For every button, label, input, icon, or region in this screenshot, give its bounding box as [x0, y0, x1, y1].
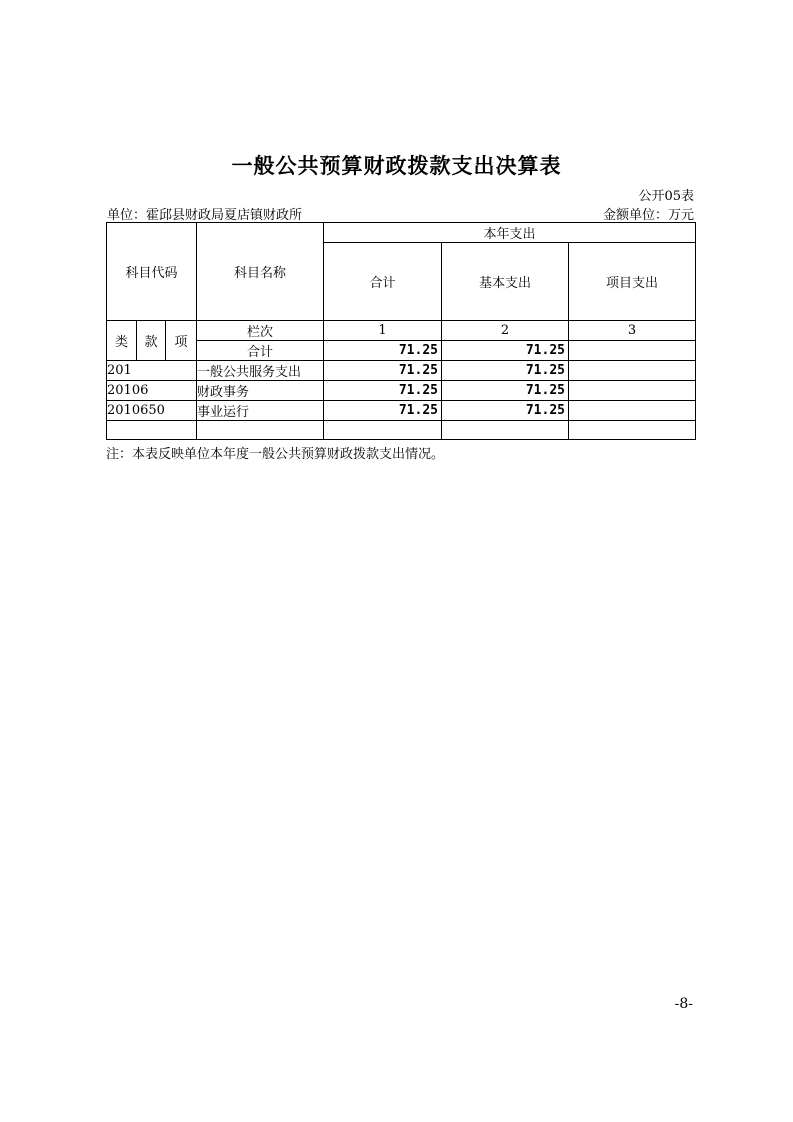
total-row-basic: 71.25 [442, 341, 569, 361]
empty-cell [442, 421, 569, 440]
header-project: 项目支出 [569, 243, 696, 321]
row-code: 2010650 [107, 401, 197, 421]
col-number-1: 1 [324, 321, 442, 341]
row-name: 事业运行 [197, 401, 324, 421]
header-subject-code: 科目代码 [107, 223, 197, 321]
row-project [569, 381, 696, 401]
page-number: -8- [674, 996, 693, 1012]
row-basic: 71.25 [442, 361, 569, 381]
header-lei: 类 [107, 321, 137, 361]
table-row [107, 361, 696, 381]
row-project [569, 401, 696, 421]
row-code: 20106 [107, 381, 197, 401]
row-basic: 71.25 [442, 381, 569, 401]
header-xiang: 项 [166, 321, 197, 361]
header-basic: 基本支出 [442, 243, 569, 321]
row-label-lanci: 栏次 [197, 321, 324, 341]
row-name: 财政事务 [197, 381, 324, 401]
empty-cell [569, 421, 696, 440]
header-kuan: 款 [137, 321, 166, 361]
header-current-year: 本年支出 [324, 223, 696, 243]
header-total: 合计 [324, 243, 442, 321]
amount-unit: 金额单位：万元 [602, 208, 694, 223]
row-name: 一般公共服务支出 [197, 361, 324, 381]
total-row-total: 71.25 [324, 341, 442, 361]
empty-cell [197, 421, 324, 440]
unit-label: 单位：霍邱县财政局夏店镇财政所 [107, 208, 303, 223]
total-row-project [569, 341, 696, 361]
table-row-empty [107, 421, 696, 440]
row-total: 71.25 [324, 401, 442, 421]
col-number-2: 2 [442, 321, 569, 341]
empty-cell [324, 421, 442, 440]
form-number: 公开05表 [638, 189, 694, 204]
page-title: 一般公共预算财政拨款支出决算表 [231, 154, 562, 178]
table-row [107, 401, 696, 421]
header-subject-name: 科目名称 [197, 223, 324, 321]
empty-cell [107, 421, 197, 440]
row-project [569, 361, 696, 381]
row-code: 201 [107, 361, 197, 381]
row-total: 71.25 [324, 381, 442, 401]
col-number-3: 3 [569, 321, 696, 341]
row-basic: 71.25 [442, 401, 569, 421]
table-note: 注：本表反映单位本年度一般公共预算财政拨款支出情况。 [106, 447, 445, 462]
expenditure-table [106, 222, 696, 440]
table-row [107, 381, 696, 401]
total-row-label: 合计 [197, 341, 324, 361]
row-total: 71.25 [324, 361, 442, 381]
